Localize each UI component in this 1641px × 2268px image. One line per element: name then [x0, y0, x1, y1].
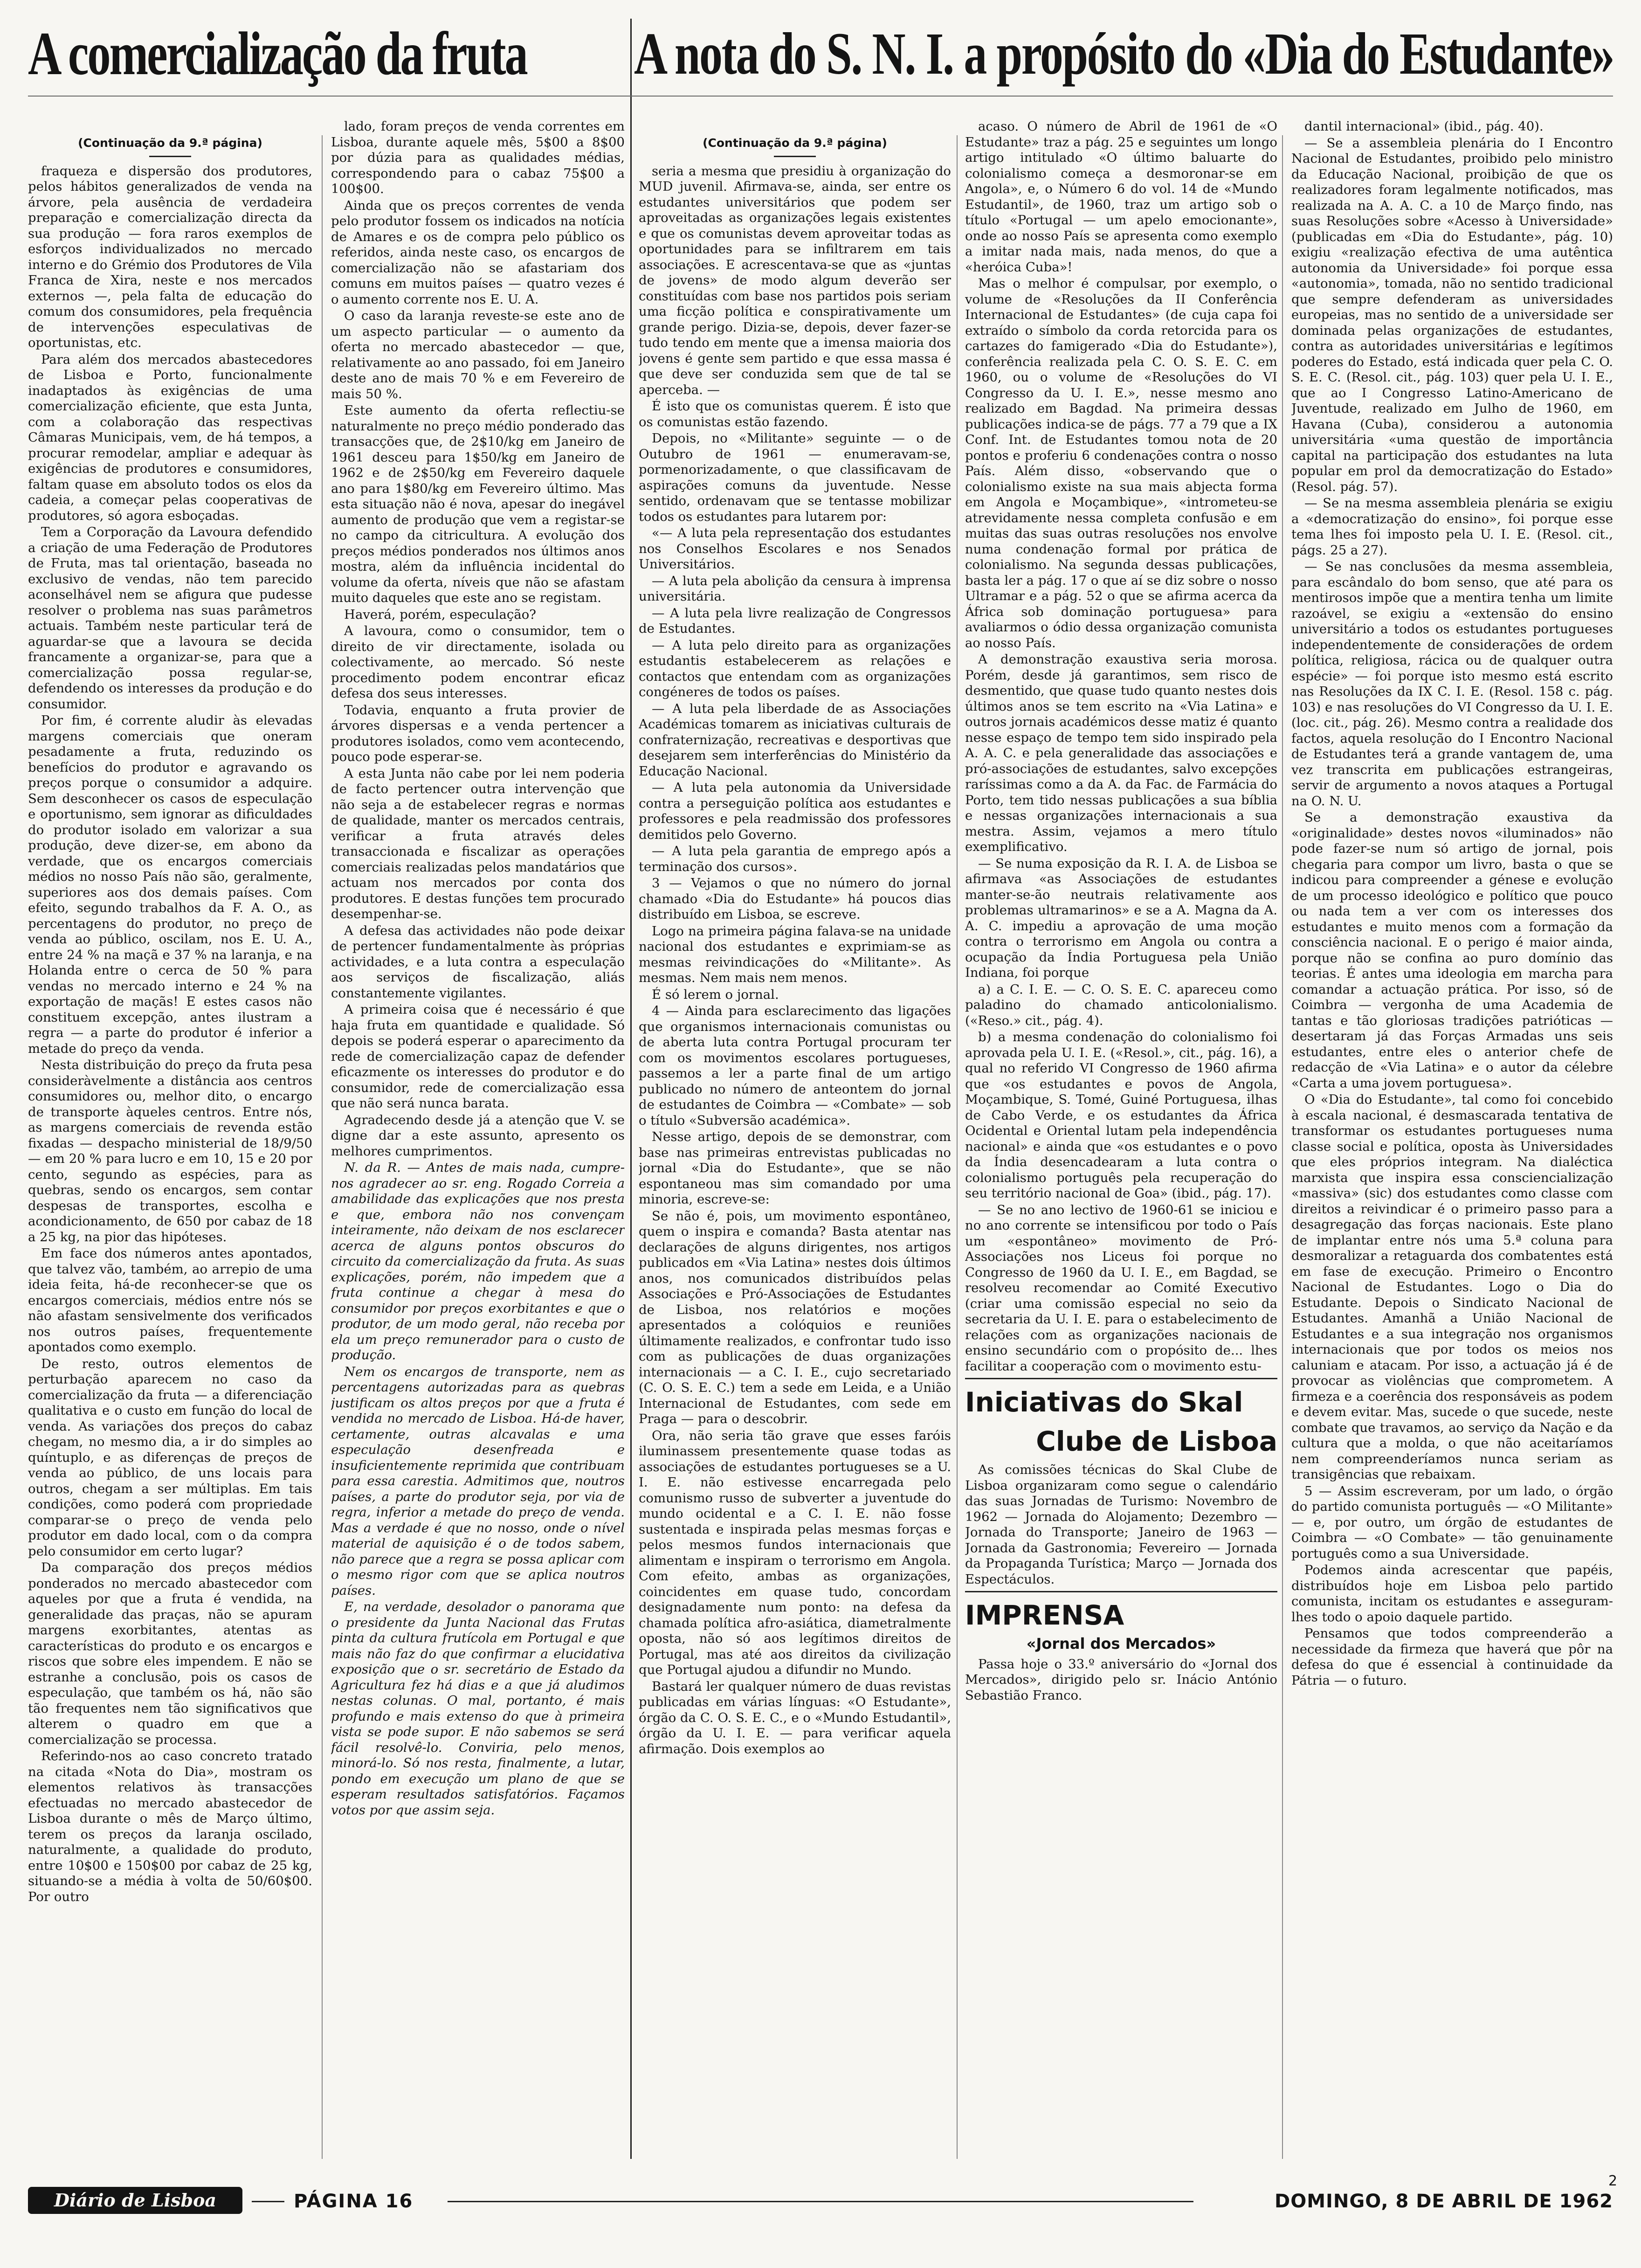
paragraph: Nesta distribuição do preço da fruta pesa consideràvelmente a distância aos centros consumidores ou, melhor dito, o encargo de transporte àqueles centros. Entre nós, as margens comerciais de revenda estão fixadas — despacho ministerial de 18/9/50 — em 20 % para lucro e em 10, 15 e 20 por cento, segundo as espécies, para as quebras, sendo os encargos, sem contar despesas de transportes, escolha e acondicionamento, de 650 por cabaz de 18 a 25 kg, na pior das hipóteses.: [28, 1058, 312, 1245]
paragraph: Para além dos mercados abastecedores de Lisboa e Porto, funcionalmente inadaptados às exigências de uma comercialização eficiente, que esta Junta, com a colaboração das respectivas Câmaras Municipais, vem, de há tempos, a procurar remodelar, ampliar e adequar às exigências de produtores e consumidores, faltam quase em absoluto todos os elos da cadeia, a começar pelas cooperativas de produtores, só agora esboçadas.: [28, 352, 312, 523]
headline-divider: [630, 19, 632, 2159]
paragraph: A defesa das actividades não pode deixar de pertencer fundamentalmente às próprias actividades, e a luta contra a especulação aos serviços de fiscalização, aliás constantemente vigilantes.: [331, 923, 625, 1001]
article-sni-column-1: [639, 135, 951, 2150]
column-divider-1: [322, 135, 323, 2159]
paragraph: dantil internacional» (ibid., pág. 40).: [1304, 119, 1544, 134]
paragraph: A lavoura, como o consumidor, tem o direito de vir directamente, isolada ou colectivamente, ao mercado. Só neste procedimento podem encontrar eficaz defesa dos seus interesses.: [331, 623, 625, 701]
paragraph: acaso. O número de Abril de 1961 de «O Estudante» traz a pág. 25 e seguintes um longo artigo intitulado «O último baluarte do colonialismo começa a desmoronar-se em Angola», e, o Número 6 do vol. 14 de «Mundo Estudantil», de 1960, traz um artigo sob o título «Portugal — um apelo emocionante», onde ao nosso País se apresenta como exemplo a imitar nada mais, nada menos, do que a «heróica Cuba»!: [965, 119, 1277, 275]
paragraph: — A luta pela abolição da censura à imprensa universitária.: [639, 573, 951, 604]
editor-note: E, na verdade, desolador o panorama que o presidente da Junta Nacional das Frutas pinta da cultura frutícola em Portugal e que mais não faz do que confirmar a elucidativa exposição que o sr. secretário de Estado da Agricultura fez há dias e a que já aludimos nestas colunas. O mal, portanto, é mais profundo e mais extenso do que à primeira vista se pode supor. E não sabemos se será fácil resolvê-lo. Conviria, pelo menos, minorá-lo. Só nos resta, finalmente, a lutar, pondo em execução um plano de que se esperam resultados satisfatórios. Façamos votos por que assim seja.: [331, 1599, 625, 1818]
footer-rule: [252, 2201, 284, 2202]
paragraph: Em face dos números antes apontados, que talvez vão, também, ao arrepio de uma ideia feita, há-de reconhecer-se que os encargos comerciais, médios entre nós se não afastam sensivelmente dos verificados nos outros países, frequentemente apontados como exemplo.: [28, 1246, 312, 1355]
paragraph: Agradecendo desde já a atenção que V. se digne dar a este assunto, apresento os melhores cumprimentos.: [331, 1112, 625, 1159]
box-rule: [965, 1378, 1277, 1379]
paragraph: lado, foram preços de venda correntes em Lisboa, durante aquele mês, 5$00 a 8$00 por dúzia para as qualidades médias, correspondendo para o cabaz 75$00 a 100$00.: [331, 119, 625, 196]
column-divider-3: [957, 135, 958, 2159]
box-rule: [965, 1591, 1277, 1592]
paragraph: Todavia, enquanto a fruta provier de árvores dispersas e a venda pertencer a produtores isolados, como vem acontecendo, pouco pode esperar-se.: [331, 702, 625, 764]
imprensa-subhead: «Jornal dos Mercados»: [1026, 1635, 1216, 1653]
paragraph: a) a C. I. E. — C. O. S. E. C. apareceu como paladino do chamado anticolonialismo. («Reso.» cit., pág. 4).: [965, 982, 1277, 1028]
page-number: PÁGINA 16: [294, 2191, 414, 2212]
article-sni-column-3: [1291, 119, 1613, 2133]
footer-rule: [448, 2201, 1193, 2202]
newspaper-masthead-logo: Diário de Lisboa: [28, 2187, 242, 2214]
paragraph: «— A luta pela representação dos estudantes nos Conselhos Escolares e nos Senados Universitários.: [639, 526, 951, 572]
paragraph: — A luta pela livre realização de Congressos de Estudantes.: [639, 605, 951, 636]
paragraph: Depois, no «Militante» seguinte — o de Outubro de 1961 — enumeravam-se, pormenorizadamente, o que classificavam de aspirações comuns da juventude. Nesse sentido, ordenavam que se tentasse mobilizar todos os estudantes para lutarem por:: [639, 431, 951, 524]
paragraph: fraqueza e dispersão dos produtores, pelos hábitos generalizados de venda na árvore, pela ausência de verdadeira preparação e comercialização directa da sua produção — fora raros exemplos de esforços individualizados no mercado interno e do Grémio dos Produtores de Vila Franca de Xira, neste e nos mercados externos —, pela falta de educação do comum dos consumidores, pela frequência de intervenções especulativas de oportunistas, etc.: [28, 163, 312, 350]
editor-note: Nem os encargos de transporte, nem as percentagens autorizadas para as quebras justificam os altos preços por que a fruta é vendida no mercado de Lisboa. Há-de haver, certamente, outras alcavalas e uma especulação desenfreada e insuficientemente reprimida que contribuam para essa carestia. Admitimos que, noutros países, a parte do produtor seja, por via de regra, inferior a metade do preço de venda. Mas a verdade é que no nosso, onde o nível material de aquisição é o de todos sabem, não parece que a regra se possa aplicar com o mesmo rigor com que se aplica noutros países.: [331, 1364, 625, 1598]
paragraph: 3 — Vejamos o que no número do jornal chamado «Dia do Estudante» há poucos dias distribuído em Lisboa, se escreve.: [639, 876, 951, 922]
paragraph: A esta Junta não cabe por lei nem poderia de facto pertencer outra intervenção que não seja a de estabelecer regras e normas de qualidade, manter os mercados centrais, verificar a fruta através deles transaccionada e fiscalizar as operações comerciais realizadas pelos mandatários que actuam nos mercados por conta dos produtores. E destas funções tem procurado desempenhar-se.: [331, 766, 625, 921]
continuation-note: (Continuação da 9.ª página): [78, 136, 262, 150]
editor-note: N. da R. — Antes de mais nada, cumpre-nos agradecer ao sr. eng. Rogado Correia a amabilidade das explicações que nos presta e que, embora não nos convençam inteiramente, não deixam de nos esclarecer acerca de alguns pontos obscuros do circuito da comercialização da fruta. As suas explicações, porém, não impedem que a fruta continue a chegar à mesa do consumidor por preços exorbitantes e que o produtor, de um modo geral, não receba por ela um preço remunerador para o custo de produção.: [331, 1160, 625, 1362]
paragraph: A primeira coisa que é necessário é que haja fruta em quantidade e qualidade. Só depois se poderá esperar o aparecimento da rede de comercialização capaz de defender eficazmente os interesses do produtor e do consumidor, rede de comercialização essa que não será nunca barata.: [331, 1002, 625, 1111]
paragraph: Ora, não seria tão grave que esses faróis iluminassem presentemente quase todas as associações de estudantes portugueses se a U. I. E. não estivesse encarregada pelo comunismo russo de subverter a juventude do mundo ocidental e a C. I. E. não fosse sustentada e inspirada pelas mesmas forças e pelos mesmos fundos internacionais que alimentam e inspiram o terrorismo em Angola. Com efeito, ambas as organizações, coincidentes em quase tudo, concordam designadamente num ponto: na defesa da chamada política afro-asiática, diametralmente oposta, não só aos legítimos direitos de Portugal, mas até aos direitos da civilização que Portugal ajudou a difundir no Mundo.: [639, 1428, 951, 1677]
skal-headline-1: Iniciativas do Skal: [965, 1386, 1243, 1418]
paragraph: Se não é, pois, um movimento espontâneo, quem o inspira e comanda? Basta atentar nas declarações de alguns dirigentes, nos artigos publicados em «Via Latina» nestes dois últimos anos, nos comunicados distribuídos pelas Associações e Pró-Associações de Estudantes de Lisboa, nos relatórios e moções apresentados a colóquios e reuniões últimamente realizados, e confrontar tudo isso com as publicações de duas organizações internacionais — a C. I. E., cujo secretariado (C. O. S. E. C.) tem a sede em Leida, e a União Internacional de Estudantes, com sede em Praga — para o descobrir.: [639, 1208, 951, 1426]
continuation-note: (Continuação da 9.ª página): [703, 136, 887, 150]
paragraph: Da comparação dos preços médios ponderados no mercado abastecedor com aqueles por que a fruta é vendida, na generalidade das praças, não se apuram margens exorbitantes, atentas as características do produto e os encargos e riscos que sobre eles impendem. E não se estranhe a conclusão, pois os casos de especulação, que também os há, não são tão frequentes nem tão significativos que alterem o quadro em que a comercialização se processa.: [28, 1560, 312, 1747]
paragraph: Podemos ainda acrescentar que papéis, distribuídos hoje em Lisboa pelo partido comunista, incitam os estudantes e asseguram-lhes todo o apoio daquele partido.: [1291, 1563, 1613, 1625]
paragraph: Nesse artigo, depois de se demonstrar, com base nas primeiras entrevistas publicadas no jornal «Dia do Estudante», que se não espontaneou mas sim comandado por uma minoria, escreve-se:: [639, 1129, 951, 1207]
page-footer: [28, 2187, 1613, 2215]
continuation-rule: [774, 156, 816, 157]
paragraph: — Se nas conclusões da mesma assembleia, para escândalo do bom senso, que até para os mentirosos impõe que a mentira tenha um limite razoável, se exigiu a «extensão do ensino universitário a todos os estudantes portugueses independentemente de considerações de ordem política, religiosa, rácica ou de qualquer outra espécie» — foi porque isto mesmo está escrito nas Resoluções da IX C. I. E. (Resol. 158 c. pág. 103) e nas resoluções do VI Congresso da U. I. E. (loc. cit., pág. 26). Mesmo contra a realidade dos factos, aquela resolução do I Encontro Nacional de Estudantes terá a grande vantagem de, uma vez transcrita em publicações estrangeiras, servir de argumento a novos ataques a Portugal na O. N. U.: [1291, 559, 1613, 809]
paragraph: — A luta pela garantia de emprego após a terminação dos cursos».: [639, 844, 951, 874]
article-fruit-column-1: [28, 135, 312, 2150]
headline-underline: [28, 96, 1613, 97]
paragraph: 5 — Assim escreveram, por um lado, o órgão do partido comunista português — «O Militante» — e, por outro, um órgão de estudantes de Coimbra — «O Combate» — tão genuinamente português como a sua Universidade.: [1291, 1483, 1613, 1561]
newspaper-page: [28, 19, 1613, 2249]
skal-body: As comissões técnicas do Skal Clube de Lisboa organizaram como segue o calendário das suas Jornadas de Turismo: Novembro de 1962 — Jornada do Alojamento; Dezembro — Jornada do Transporte; Janeiro de 1963 — Jornada da Gastronomia; Fevereiro — Jornada da Propaganda Turística; Março — Jornada dos Espectáculos.: [965, 1462, 1277, 1587]
paragraph: Referindo-nos ao caso concreto tratado na citada «Nota do Dia», mostram os elementos relativos às transacções efectuadas no mercado abastecedor de Lisboa durante o mês de Março último, terem os preços da laranja oscilado, naturalmente, a qualidade do produto, entre 10$00 e 150$00 por cabaz de 25 kg, situando-se a média à volta de 50/60$00. Por outro: [28, 1749, 312, 1904]
paragraph: A demonstração exaustiva seria morosa. Porém, desde já garantimos, sem risco de desmentido, que quase tudo quanto nestes dois últimos anos se tem escrito na «Via Latina» e outros jornais académicos desse matiz é quanto nesse espaço de tempo tem sido inspirado pela A. A. C. e pela generalidade das associações e pró-associações de estudantes, salvo excepções raríssimas como a da A. da Fac. de Farmácia do Porto, tem tido nessas publicações a sua bíblia e nessas organizações internacionais a sua mestra. Assim, vejamos a mero título exemplificativo.: [965, 652, 1277, 854]
paragraph: Bastará ler qualquer número de duas revistas publicadas em várias línguas: «O Estudante», órgão da C. O. S. E. C., e o «Mundo Estudantil», órgão da U. I. E. — para verificar aquela afirmação. Dois exemplos ao: [639, 1679, 951, 1756]
paragraph: Tem a Corporação da Lavoura defendido a criação de uma Federação de Produtores de Fruta, mas tal orientação, baseada no exclusivo de vendas, não tem parecido aconselhável nem se afigura que pudesse resolver o problema nas suas parâmetros actuais. Também neste particular terá de aguardar-se que a lavoura se decida francamente a organizar-se, para que a comercialização possa regular-se, defendendo os interesses da produção e do consumidor.: [28, 525, 312, 712]
paragraph: b) a mesma condenação do colonialismo foi aprovada pela U. I. E. («Resol.», cit., pág. 16), a qual no referido VI Congresso de 1960 afirma que «os estudantes e povos de Angola, Moçambique, S. Tomé, Guiné Portuguesa, ilhas de Cabo Verde, e os estudantes da África Ocidental e Oriental lutam pela independência nacional» e ainda que «os estudantes e o povo da Índia desencadearam a luta contra o colonialismo português pela recuperação do seu território nacional de Goa» (ibid., pág. 17).: [965, 1030, 1277, 1201]
paragraph: Por fim, é corrente aludir às elevadas margens comerciais que oneram pesadamente a fruta, reduzindo os benefícios do produtor e agravando os preços porque o consumidor a adquire. Sem desconhecer os casos de especulação e oportunismo, sem ignorar as dificuldades do produtor isolado em valorizar a sua produção, deve dizer-se, em abono da verdade, que os encargos comerciais médios no nosso País não são, geralmente, superiores aos dos demais países. Com efeito, segundo trabalhos da F. A. O., as percentagens do produtor, no preço de venda ao público, oscilam, nos E. U. A., entre 24 % na maçã e 37 % na laranja, e na Holanda entre o cerca de 50 % para vendas no mercado interno e 24 % na exportação de maçãs! E estes casos não constituem excepção, antes ilustram a regra — a parte do produtor é inferior a metade do preço da venda.: [28, 713, 312, 1056]
issue-date: DOMINGO, 8 DE ABRIL DE 1962: [1275, 2191, 1613, 2212]
paragraph: Haverá, porém, especulação?: [344, 607, 537, 622]
column-divider-4: [1282, 135, 1283, 2159]
paragraph: — A luta pela liberdade de as Associações Académicas tomarem as iniciativas culturais de confraternização, recreativas e desportivas que desejarem sem interferências do Ministério da Educação Nacional.: [639, 701, 951, 779]
paragraph: — A luta pelo direito para as organizações estudantis estabelecerem as relações e contactos que entendam com as organizações congéneres de todos os países.: [639, 637, 951, 699]
paragraph: Ainda que os preços correntes de venda pelo produtor fossem os indicados na notícia de Amares e os de compra pelo público os referidos, ainda neste caso, os encargos de comercialização não se afastariam dos comuns em muitos países — quatro vezes é o aumento corrente nos E. U. A.: [331, 198, 625, 307]
paragraph: — Se a assembleia plenária do I Encontro Nacional de Estudantes, proibido pelo ministro da Educação Nacional, proibição de que os realizadores foram legalmente notificados, mas realizada na A. A. C. a 10 de Março findo, nas suas Resoluções sobre «Acesso à Universidade» (publicadas em «Dia do Estudante», pág. 10) exigiu «realização efectiva de uma autêntica autonomia da Universidade» foi porque essa «autonomia», tomada, não no sentido tradicional que sempre defenderam as universidades europeias, mas no sentido de a universidade ser dominada pelas organizações de estudantes, contra as autoridades universitárias e legítimos poderes do Estado, está indicada quer pela C. O. S. E. C. (Resol. cit., pág. 103) quer pela U. I. E., que ao I Congresso Latino-Americano de Juventude, realizado em Julho de 1960, em Havana (Cuba), considerou a autonomia universitária «uma questão de importância capital na participação dos estudantes na luta popular em prol da democratização do Estado» (Resol. pág. 57).: [1291, 135, 1613, 494]
paragraph: Logo na primeira página falava-se na unidade nacional dos estudantes e exprimiam-se as mesmas reivindicações do «Militante». As mesmas. Nem mais nem menos.: [639, 923, 951, 985]
paragraph: É isto que os comunistas querem. É isto que os comunistas estão fazendo.: [639, 399, 951, 429]
continuation-rule: [149, 156, 191, 157]
paragraph: Este aumento da oferta reflectiu-se naturalmente no preço médio ponderado das transacções que, de 2$10/kg em Janeiro de 1961 desceu para 1$50/kg em Janeiro de 1962 e de 2$50/kg em Fevereiro daquele ano para 1$80/kg em Fevereiro último. Mas esta situação não é nova, apesar do inegável aumento de produção que vem a registar-se no campo da citricultura. A evolução dos preços médios ponderados nos últimos anos mostra, além da influência incidental do volume da oferta, níveis que não se afastam muito daqueles que este ano se registam.: [331, 403, 625, 605]
edge-mark: 2: [1608, 2173, 1618, 2189]
paragraph: Se a demonstração exaustiva da «originalidade» destes novos «iluminados» não pode fazer-se num só artigo de jornal, pois chegaria para compor um livro, basta o que se indicou para compreender a génese e evolução de um processo ideológico e político que pouco ou nada tem a ver com os interesses dos estudantes e muito menos com a formação da consciência nacional. E o perigo é maior ainda, porque não se confina ao puro domínio das teorias. É antes uma ideologia em marcha para comandar a actuação prática. Por isso, só de Coimbra — vergonha de uma Academia de tantas e tão gloriosas tradições patrióticas — desertaram já das Forças Armadas uns seis estudantes, entre eles o anterior chefe de redacção de «Via Latina» e o autor da célebre «Carta a uma jovem portuguesa».: [1291, 810, 1613, 1091]
paragraph: De resto, outros elementos de perturbação aparecem no caso da comercialização da fruta — a diferenciação qualitativa e o custo em função do local de venda. As variações dos preços do cabaz chegam, no mesmo dia, a ir do simples ao quíntuplo, e as diferenças de preços de venda ao público, de uns locais para outros, chegam a ser múltiplas. Em tais condições, como poderá com propriedade comparar-se o preço de venda pelo produtor em dado local, com o da compra pelo consumidor em certo lugar?: [28, 1356, 312, 1559]
paragraph: É só lerem o jornal.: [652, 987, 779, 1002]
article-fruit-column-2: [331, 119, 625, 2133]
paragraph: seria a mesma que presidiu à organização do MUD juvenil. Afirmava-se, ainda, ser entre os estudantes universitários que podem ser aproveitadas as organizações legais existentes e que os comunistas devem aproveitar todas as oportunidades para se infiltrarem em tais associações. E acrescentava-se que as «juntas de jovens» de modo algum deverão ser constituídas com base nos partidos pois seriam uma ficção política e conspirativamente um grande perigo. Dizia-se, depois, dever fazer-se tudo tendo em mente que a imensa maioria dos jovens é gente sem partido e que essa massa é que deve ser conduzida sem que de tal se aperceba. —: [639, 163, 951, 397]
paragraph: 4 — Ainda para esclarecimento das ligações que organismos internacionais comunistas ou de aberta luta contra Portugal procuram ter com os movimentos escolares portugueses, passemos a ler a parte final de um artigo publicado no número de anteontem do jornal de estudantes de Coimbra — «Combate» — sob o título «Subversão académica».: [639, 1003, 951, 1128]
paragraph: — A luta pela autonomia da Universidade contra a perseguição política aos estudantes e professores e pela readmissão dos professores demitidos pelo Governo.: [639, 780, 951, 842]
paragraph: Mas o melhor é compulsar, por exemplo, o volume de «Resoluções da II Conferência Internacional de Estudantes» (de cuja capa foi extraído o símbolo da corda retorcida para os cartazes do famigerado «Dia do Estudante»), conferência realizada pela C. O. S. E. C. em 1960, ou o volume de «Resoluções do VI Congresso da U. I. E.», nesse mesmo ano realizado em Bagdad. Na primeira dessas publicações indica-se de págs. 77 a 79 que a IX Conf. Int. de Estudantes tomou nota de 20 pontos e proferiu 6 condenações contra o nosso País. Além disso, «observando que o colonialismo existe na sua mais abjecta forma em Angola e Moçambique», «intrometeu-se atrevidamente nessa completa confusão e em muitas das suas outras resoluções nos envolve numa condenação formal por prática de colonialismo. Na segunda dessas publicações, basta ler a pág. 17 o que aí se diz sobre o nosso Ultramar e a pág. 52 o que se afirma acerca da África sob dominação portuguesa» para avaliarmos o ódio dessa organização comunista ao nosso País.: [965, 276, 1277, 650]
skal-headline-2: Clube de Lisboa: [1036, 1425, 1277, 1457]
article-sni-column-2: [965, 119, 1277, 2133]
headline-fruit-commercialization: A comercialização da fruta: [28, 19, 527, 88]
headline-sni-note: A nota do S. N. I. a propósito do «Dia do Estudante»: [634, 21, 1614, 87]
paragraph: O «Dia do Estudante», tal como foi concebido à escala nacional, é desmascarada tentativa de transformar os estudantes portugueses numa classe social e política, oposta às Universidades que eles próprios integram. Na dialéctica marxista que inspira essa consciencialização «massiva» (sic) dos estudantes como classe com direitos a reivindicar é o primeiro passo para a desagregação das forças nacionais. Este plano de implantar entre nós uma 5.ª coluna para desmoralizar a retaguarda dos combatentes está em fase de execução. Primeiro o Encontro Nacional de Estudantes. Logo o Dia do Estudante. Depois o Sindicato Nacional de Estudantes. Amanhã a União Nacional de Estudantes e a sua integração nos organismos internacionais que por todos os meios nos caluniam e atacam. Por isso, a actuação já é de provocar as violências que comprometem. A firmeza e a coerência dos responsáveis as podem e devem evitar. Mas, sucede o que sucede, neste combate que travamos, ao serviço da Nação e da cultura que a molda, o que não aceitaríamos nem compreenderíamos nunca seriam as transigências que rebaixam.: [1291, 1092, 1613, 1482]
imprensa-body: Passa hoje o 33.º aniversário do «Jornal dos Mercados», dirigido pelo sr. Inácio António Sebastião Franco.: [965, 1656, 1277, 1703]
paragraph: Pensamos que todos compreenderão a necessidade da firmeza que haverá que pôr na defesa do que é essencial à continuidade da Pátria — o futuro.: [1291, 1626, 1613, 1688]
paragraph: — Se na mesma assembleia plenária se exigiu a «democratização do ensino», foi porque esse tema lhes foi imposto pela U. I. E. (Resol. cit., págs. 25 a 27).: [1291, 496, 1613, 558]
paragraph: — Se no ano lectivo de 1960-61 se iniciou e no ano corrente se intensificou por todo o País um «espontâneo» movimento de Pró-Associações nos Liceus foi porque no Congresso de 1960 da U. I. E., em Bagdad, se resolveu recomendar ao Comité Executivo (criar uma comissão especial no seio da secretaria da U. I. E. para o estabelecimento de relações com as organizações nacionais de ensino secundário com o propósito de... lhes facilitar a cooperação com o movimento estu-: [965, 1202, 1277, 1374]
paragraph: O caso da laranja reveste-se este ano de um aspecto particular — o aumento da oferta no mercado abastecedor — que, relativamente ao ano passado, foi em Janeiro deste ano de mais 70 % e em Fevereiro de mais 50 %.: [331, 308, 625, 401]
paragraph: — Se numa exposição da R. I. A. de Lisboa se afirmava «as Associações de estudantes manter-se-ão neutrais relativamente aos problemas ultramarinos» e se a A. Magna da A. A. C. impediu a aprovação de uma moção contra o terrorismo em Angola ou contra a ocupação da Índia Portuguesa pela União Indiana, foi porque: [965, 856, 1277, 980]
imprensa-headline: IMPRENSA: [965, 1599, 1124, 1631]
